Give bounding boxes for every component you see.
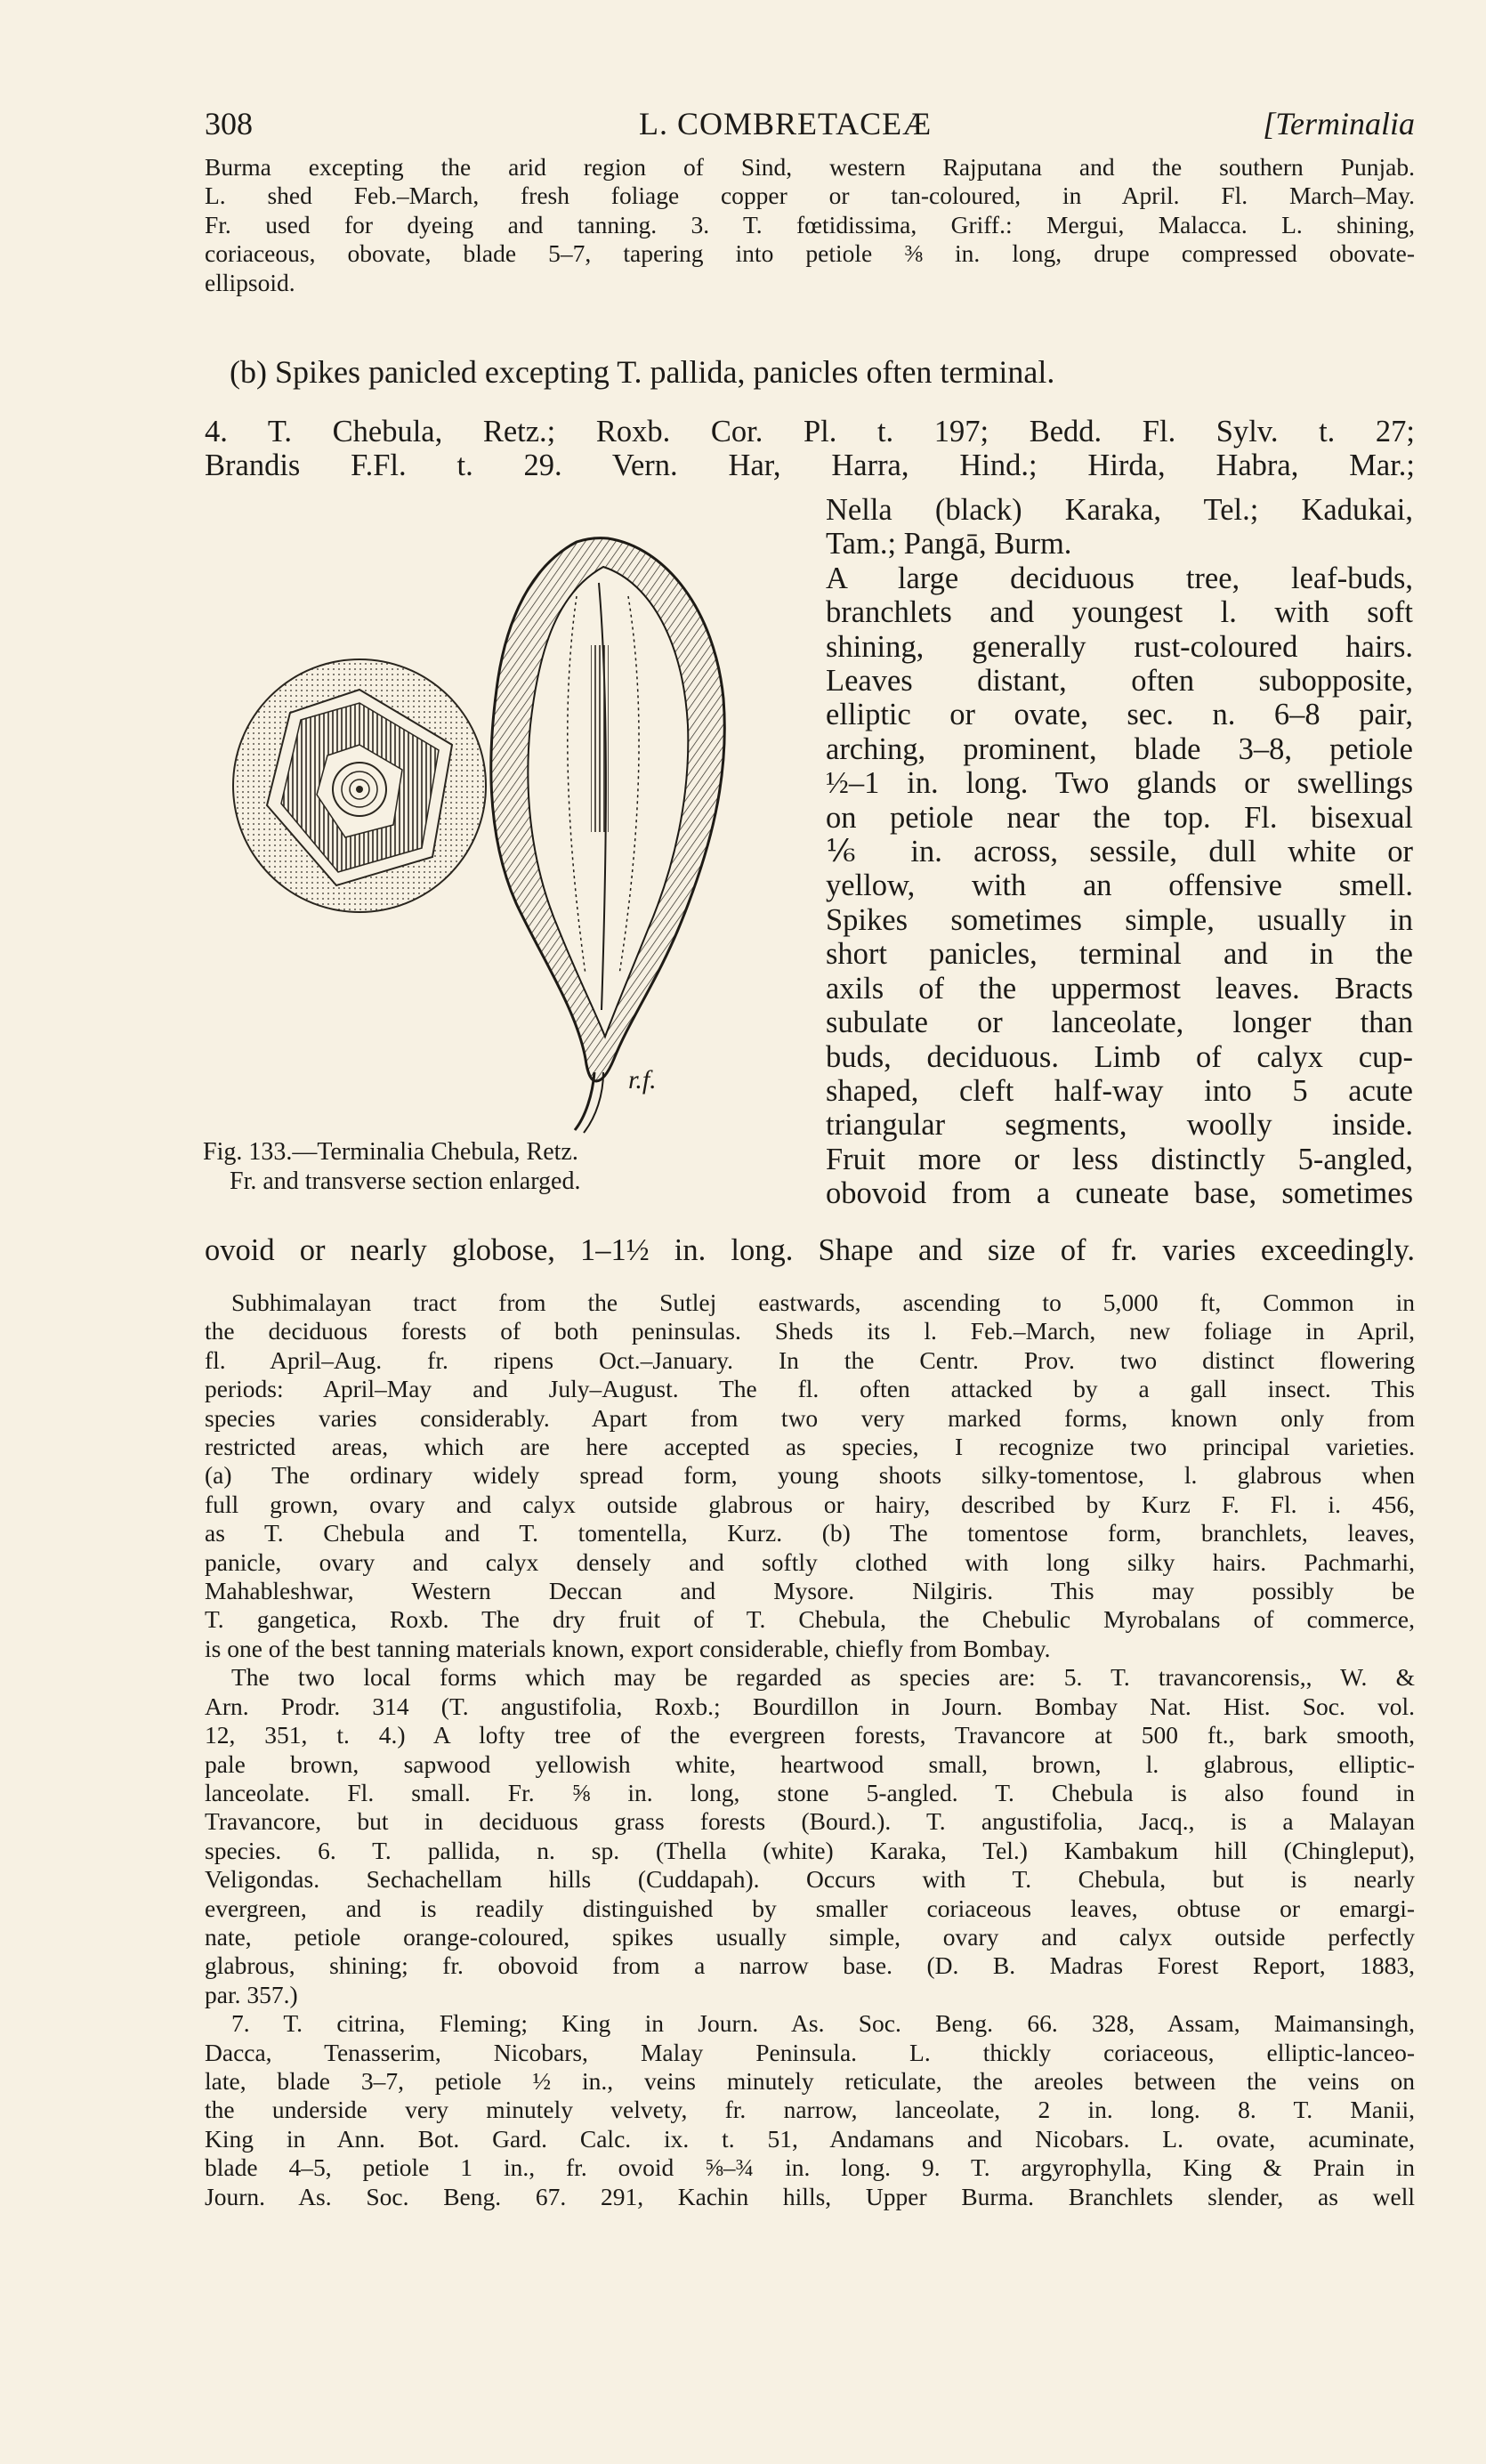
text-line: T. gangetica, Roxb. The dry fruit of T. Chebula, the Chebulic Myrobalans of commerce, bbox=[205, 1605, 1415, 1634]
text-line: periods: April–May and July–August. The fl. often attacked by a gall insect. This bbox=[205, 1375, 1415, 1403]
text-line: King in Ann. Bot. Gard. Calc. ix. t. 51, Andamans and Nicobars. L. ovate, acuminate, bbox=[205, 2124, 1415, 2153]
text-line: 12, 351, t. 4.) A lofty tree of the evergreen forests, Travancore at 500 ft., bark smooth, bbox=[205, 1721, 1415, 1749]
text-line: Subhimalayan tract from the Sutlej eastwards, ascending to 5,000 ft, Common in bbox=[231, 1289, 1415, 1316]
genus-heading: [Terminalia bbox=[1263, 106, 1415, 141]
text-line: Mahableshwar, Western Deccan and Mysore. Nilgiris. This may possibly be bbox=[205, 1577, 1415, 1605]
text-line: shaped, cleft half-way into 5 acute bbox=[826, 1073, 1413, 1108]
text-line: The two local forms which may be regarded as species are: 5. T. travancorensis,, W. & bbox=[231, 1663, 1415, 1692]
text-line: Leaves distant, often subopposite, bbox=[826, 664, 1413, 699]
text-line: ½–1 in. long. Two glands or swellings bbox=[826, 766, 1413, 801]
text-line: L. shed Feb.–March, fresh foliage copper or tan-coloured, in April. Fl. March–May. bbox=[205, 182, 1415, 210]
text-line: 4. T. Chebula, Retz.; Roxb. Cor. Pl. t. 197; Bedd. Fl. Sylv. t. 27; bbox=[205, 415, 1415, 448]
fruit-drawing bbox=[491, 538, 725, 1133]
figure-133 bbox=[203, 512, 817, 1179]
text-line: buds, deciduous. Limb of calyx cup- bbox=[826, 1039, 1413, 1074]
text-line: blade 4–5, petiole 1 in., fr. ovoid ⅝–¾ in. long. 9. T. argyrophylla, King & Prain in bbox=[205, 2153, 1415, 2182]
text-line: Veligondas. Sechachellam hills (Cuddapah). Occurs with T. Chebula, but is nearly bbox=[205, 1865, 1415, 1894]
text-line: lanceolate. Fl. small. Fr. ⅝ in. long, stone 5-angled. T. Chebula is also found in bbox=[205, 1778, 1415, 1806]
text-line: Fr. used for dyeing and tanning. 3. T. fœtidissima, Griff.: Mergui, Malacca. L. shining, bbox=[205, 210, 1415, 238]
text-line: ⅙ in. across, sessile, dull white or bbox=[826, 835, 1413, 869]
page-number: 308 bbox=[205, 106, 253, 141]
text-line: arching, prominent, blade 3–8, petiole bbox=[826, 731, 1413, 766]
text-line: restricted areas, which are here accepted as species, I recognize two principal varieties. bbox=[205, 1433, 1415, 1461]
chapter-title: L. COMBRETACEÆ bbox=[639, 106, 933, 141]
text-line: panicle, ovary and calyx densely and softly clothed with long silky hairs. Pachmarhi, bbox=[205, 1547, 1415, 1576]
text-line: pale brown, sapwood yellowish white, heartwood small, brown, l. glabrous, elliptic- bbox=[205, 1749, 1415, 1778]
text-line: Nella (black) Karaka, Tel.; Kadukai, bbox=[826, 493, 1413, 527]
text-line: short panicles, terminal and in the bbox=[826, 937, 1413, 972]
text-line: 7. T. citrina, Fleming; King in Journ. As. Soc. Beng. 66. 328, Assam, Maimansingh, bbox=[231, 2009, 1415, 2038]
text-line: A large deciduous tree, leaf-buds, bbox=[826, 561, 1413, 595]
distribution-notes bbox=[205, 1289, 1415, 2211]
text-line: triangular segments, woolly inside. bbox=[826, 1108, 1413, 1143]
text-line: coriaceous, obovate, blade 5–7, tapering into petiole ⅜ in. long, drupe compressed obovate- bbox=[205, 239, 1415, 268]
illustrator-signature: r.f. bbox=[628, 1065, 657, 1095]
species-heading bbox=[205, 415, 1415, 483]
subsection-heading: (b) Spikes panicled excepting T. pallida, panicles often terminal. bbox=[230, 354, 1055, 390]
caption-line: Fig. 133.—Terminalia Chebula, Retz. bbox=[203, 1138, 578, 1166]
figure-caption bbox=[203, 1137, 772, 1196]
text-line: yellow, with an offensive smell. bbox=[826, 868, 1413, 903]
text-line: obovoid from a cuneate base, sometimes bbox=[826, 1176, 1413, 1211]
text-line: the underside very minutely velvety, fr. narrow, lanceolate, 2 in. long. 8. T. Manii, bbox=[205, 2096, 1415, 2124]
fruit-illustration bbox=[203, 512, 817, 1135]
text-line: species. 6. T. pallida, n. sp. (Thella (white) Karaka, Tel.) Kambakum hill (Chingleput), bbox=[205, 1836, 1415, 1864]
text-line: Brandis F.Fl. t. 29. Vern. Har, Harra, Hind.; Hirda, Habra, Mar.; bbox=[205, 448, 1415, 483]
text-line: branchlets and youngest l. with soft bbox=[826, 595, 1413, 630]
text-line: axils of the uppermost leaves. Bracts bbox=[826, 971, 1413, 1006]
text-line: on petiole near the top. Fl. bisexual bbox=[826, 800, 1413, 835]
running-head bbox=[205, 105, 1415, 144]
text-line: the deciduous forests of both peninsulas. Sheds its l. Feb.–March, new foliage in April, bbox=[205, 1317, 1415, 1345]
text-line: fl. April–Aug. fr. ripens Oct.–January. In the Centr. Prov. two distinct flowering bbox=[205, 1345, 1415, 1374]
species-description bbox=[826, 493, 1413, 1211]
text-line: Arn. Prodr. 314 (T. angustifolia, Roxb.; Bourdillon in Journ. Bombay Nat. Hist. Soc. vol. bbox=[205, 1692, 1415, 1720]
text-line: nate, petiole orange-coloured, spikes usually simple, ovary and calyx outside perfectly bbox=[205, 1922, 1415, 1951]
text-line: late, blade 3–7, petiole ½ in., veins minutely reticulate, the areoles between the veins on bbox=[205, 2066, 1415, 2095]
text-line: glabrous, shining; fr. obovoid from a narrow base. (D. B. Madras Forest Report, 1883, bbox=[205, 1951, 1415, 1980]
caption-line: Fr. and transverse section enlarged. bbox=[230, 1167, 581, 1195]
text-line: elliptic or ovate, sec. n. 6–8 pair, bbox=[826, 698, 1413, 732]
text-line: Travancore, but in deciduous grass forests (Bourd.). T. angustifolia, Jacq., is a Malayan bbox=[205, 1807, 1415, 1836]
text-line: par. 357.) bbox=[205, 1980, 298, 2008]
transverse-section bbox=[233, 659, 486, 912]
text-line: as T. Chebula and T. tomentella, Kurz. (b) The tomentose form, branchlets, leaves, bbox=[205, 1519, 1415, 1547]
description-end bbox=[205, 1233, 1415, 1267]
text-line: Burma excepting the arid region of Sind, western Rajputana and the southern Punjab. bbox=[205, 153, 1415, 181]
text-line: full grown, ovary and calyx outside glabrous or hairy, described by Kurz F. Fl. i. 456, bbox=[205, 1490, 1415, 1518]
text-line: Dacca, Tenasserim, Nicobars, Malay Peninsula. L. thickly coriaceous, elliptic-lanceo- bbox=[205, 2038, 1415, 2066]
text-line: ovoid or nearly globose, 1–1½ in. long. Shape and size of fr. varies exceedingly. bbox=[205, 1233, 1415, 1267]
text-line: evergreen, and is readily distinguished by smaller coriaceous leaves, obtuse or emargi- bbox=[205, 1894, 1415, 1922]
text-line: Fruit more or less distinctly 5-angled, bbox=[826, 1142, 1413, 1176]
text-line: shining, generally rust-coloured hairs. bbox=[826, 629, 1413, 664]
text-line: subulate or lanceolate, longer than bbox=[826, 1006, 1413, 1040]
text-line: is one of the best tanning materials known, export considerable, chiefly from Bombay. bbox=[205, 1634, 1051, 1662]
intro-paragraph bbox=[205, 153, 1415, 297]
text-line: Journ. As. Soc. Beng. 67. 291, Kachin hills, Upper Burma. Branchlets slender, as well bbox=[205, 2182, 1415, 2210]
text-line: Tam.; Pangā, Burm. bbox=[826, 527, 1072, 561]
text-line: ellipsoid. bbox=[205, 268, 295, 296]
text-line: species varies considerably. Apart from two very marked forms, known only from bbox=[205, 1403, 1415, 1432]
text-line: (a) The ordinary widely spread form, young shoots silky-tomentose, l. glabrous when bbox=[205, 1461, 1415, 1490]
text-line: Spikes sometimes simple, usually in bbox=[826, 902, 1413, 937]
